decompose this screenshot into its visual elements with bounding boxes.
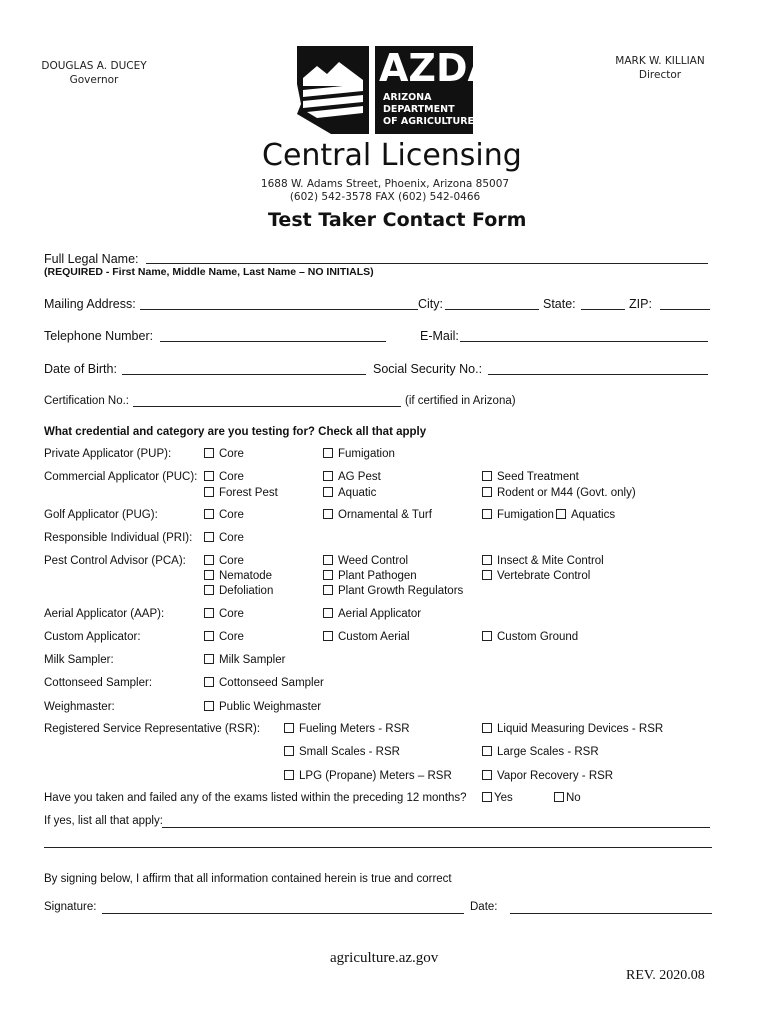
pca-plant-growth-option[interactable]: Plant Growth Regulators: [323, 585, 463, 597]
ssn-field[interactable]: [488, 374, 708, 375]
aap-aerial-option[interactable]: Aerial Applicator: [323, 608, 421, 620]
checkbox[interactable]: [482, 555, 492, 565]
phone: (602) 542-3578 FAX (602) 542-0466: [289, 191, 481, 203]
rsr-liquid-option[interactable]: Liquid Measuring Devices - RSR: [482, 723, 663, 735]
zip-label: ZIP:: [629, 297, 652, 311]
checkbox[interactable]: [204, 487, 214, 497]
date-field[interactable]: [510, 913, 712, 914]
aap-core-option[interactable]: Core: [204, 608, 244, 620]
puc-aquatic-option[interactable]: Aquatic: [323, 487, 376, 499]
checkbox[interactable]: [284, 723, 294, 733]
custom-core-option[interactable]: Core: [204, 631, 244, 643]
milk-option[interactable]: Milk Sampler: [204, 654, 285, 666]
city-label: City:: [418, 297, 443, 311]
pug-core-option[interactable]: Core: [204, 509, 244, 521]
checkbox[interactable]: [204, 570, 214, 580]
governor-title: Governor: [69, 74, 119, 86]
logo-abbrev: AZDA: [379, 46, 497, 90]
checkbox[interactable]: [284, 746, 294, 756]
page-title: Central Licensing: [262, 138, 522, 173]
checkbox[interactable]: [323, 608, 333, 618]
pca-label: Pest Control Advisor (PCA):: [44, 555, 186, 567]
weigh-label: Weighmaster:: [44, 701, 115, 713]
puc-rodent-option[interactable]: Rodent or M44 (Govt. only): [482, 487, 636, 499]
dob-field[interactable]: [122, 374, 366, 375]
if-yes-field[interactable]: [162, 827, 710, 828]
pca-defoliation-option[interactable]: Defoliation: [204, 585, 273, 597]
rsr-vapor-option[interactable]: Vapor Recovery - RSR: [482, 770, 613, 782]
pug-label: Golf Applicator (PUG):: [44, 509, 158, 521]
pri-label: Responsible Individual (PRI):: [44, 532, 193, 544]
affirm-text: By signing below, I affirm that all information contained herein is true and correct: [44, 873, 452, 885]
if-yes-label: If yes, list all that apply:: [44, 815, 163, 827]
credential-question: What credential and category are you testing for? Check all that apply: [44, 426, 427, 438]
yes-option[interactable]: Yes: [482, 792, 513, 804]
cert-field[interactable]: [133, 406, 401, 407]
failed-question: Have you taken and failed any of the exams listed within the preceding 12 months?: [44, 792, 467, 804]
signature-label: Signature:: [44, 901, 97, 913]
checkbox[interactable]: [323, 555, 333, 565]
puc-core-option[interactable]: Core: [204, 471, 244, 483]
logo-line2: DEPARTMENT: [383, 104, 455, 115]
checkbox[interactable]: [323, 448, 333, 458]
telephone-field[interactable]: [160, 341, 386, 342]
checkbox[interactable]: [556, 509, 566, 519]
signature-field[interactable]: [102, 913, 464, 914]
rsr-lpg-option[interactable]: LPG (Propane) Meters – RSR: [284, 770, 452, 782]
address: 1688 W. Adams Street, Phoenix, Arizona 85007: [260, 178, 510, 190]
pug-ornamental-option[interactable]: Ornamental & Turf: [323, 509, 432, 521]
governor-name: DOUGLAS A. DUCEY: [41, 60, 147, 72]
director-name: MARK W. KILLIAN: [615, 55, 705, 67]
checkbox[interactable]: [204, 509, 214, 519]
rsr-small-scales-option[interactable]: Small Scales - RSR: [284, 746, 400, 758]
checkbox[interactable]: [323, 487, 333, 497]
checkbox[interactable]: [482, 746, 492, 756]
checkbox[interactable]: [204, 448, 214, 458]
rsr-label: Registered Service Representative (RSR):: [44, 723, 261, 735]
puc-ag-pest-option[interactable]: AG Pest: [323, 471, 381, 483]
date-label: Date:: [470, 901, 498, 913]
checkbox[interactable]: [204, 701, 214, 711]
milk-label: Milk Sampler:: [44, 654, 114, 666]
full-name-note: (REQUIRED - First Name, Middle Name, Last Name – NO INITIALS): [44, 266, 374, 278]
director-title: Director: [638, 69, 682, 81]
pca-core-option[interactable]: Core: [204, 555, 244, 567]
checkbox[interactable]: [482, 792, 492, 802]
email-field[interactable]: [460, 341, 708, 342]
email-label: E-Mail:: [420, 329, 459, 343]
logo-line1: ARIZONA: [383, 92, 432, 103]
checkbox[interactable]: [204, 654, 214, 664]
checkbox[interactable]: [204, 608, 214, 618]
state-field[interactable]: [581, 309, 625, 310]
checkbox[interactable]: [482, 471, 492, 481]
telephone-label: Telephone Number:: [44, 329, 154, 343]
weigh-option[interactable]: Public Weighmaster: [204, 701, 321, 713]
checkbox[interactable]: [482, 487, 492, 497]
full-name-label: Full Legal Name:: [44, 252, 139, 266]
checkbox[interactable]: [323, 570, 333, 580]
rsr-large-scales-option[interactable]: Large Scales - RSR: [482, 746, 599, 758]
checkbox[interactable]: [323, 585, 333, 595]
revision: REV. 2020.08: [626, 968, 705, 983]
pca-insect-mite-option[interactable]: Insect & Mite Control: [482, 555, 604, 567]
checkbox[interactable]: [482, 631, 492, 641]
checkbox[interactable]: [204, 532, 214, 542]
cert-note: (if certified in Arizona): [405, 395, 516, 407]
pca-nematode-option[interactable]: Nematode: [204, 570, 272, 582]
puc-forest-pest-option[interactable]: Forest Pest: [204, 487, 278, 499]
checkbox[interactable]: [482, 770, 492, 780]
pup-fumigation-option[interactable]: Fumigation: [323, 448, 395, 460]
zip-field[interactable]: [660, 309, 710, 310]
pup-label: Private Applicator (PUP):: [44, 448, 172, 460]
if-yes-field-line2[interactable]: [44, 847, 712, 848]
checkbox[interactable]: [204, 471, 214, 481]
dob-label: Date of Birth:: [44, 362, 117, 376]
state-label: State:: [543, 297, 576, 311]
pca-vertebrate-option[interactable]: Vertebrate Control: [482, 570, 590, 582]
mailing-field[interactable]: [140, 309, 418, 310]
no-option[interactable]: No: [554, 792, 581, 804]
custom-label: Custom Applicator:: [44, 631, 141, 643]
rsr-fueling-option[interactable]: Fueling Meters - RSR: [284, 723, 410, 735]
pca-plant-pathogen-option[interactable]: Plant Pathogen: [323, 570, 417, 582]
pup-core-option[interactable]: Core: [204, 448, 244, 460]
ssn-label: Social Security No.:: [373, 362, 483, 376]
checkbox[interactable]: [323, 631, 333, 641]
form-title: Test Taker Contact Form: [268, 209, 527, 231]
pug-aquatics-option[interactable]: Aquatics: [556, 509, 615, 521]
azda-logo: [293, 44, 497, 136]
puc-seed-treatment-option[interactable]: Seed Treatment: [482, 471, 579, 483]
checkbox[interactable]: [554, 792, 564, 802]
checkbox[interactable]: [284, 770, 294, 780]
checkbox[interactable]: [204, 631, 214, 641]
checkbox[interactable]: [482, 509, 492, 519]
full-name-field[interactable]: [146, 263, 708, 264]
pri-core-option[interactable]: Core: [204, 532, 244, 544]
checkbox[interactable]: [482, 723, 492, 733]
pca-weed-control-option[interactable]: Weed Control: [323, 555, 408, 567]
checkbox[interactable]: [323, 471, 333, 481]
checkbox[interactable]: [204, 585, 214, 595]
mailing-label: Mailing Address:: [44, 297, 136, 311]
logo-line3: OF AGRICULTURE: [383, 116, 475, 127]
cotton-label: Cottonseed Sampler:: [44, 677, 153, 689]
website: agriculture.az.gov: [330, 950, 439, 966]
checkbox[interactable]: [323, 509, 333, 519]
puc-label: Commercial Applicator (PUC):: [44, 471, 198, 483]
city-field[interactable]: [445, 309, 539, 310]
cert-label: Certification No.:: [44, 395, 130, 407]
checkbox[interactable]: [204, 677, 214, 687]
cotton-option[interactable]: Cottonseed Sampler: [204, 677, 324, 689]
aap-label: Aerial Applicator (AAP):: [44, 608, 165, 620]
checkbox[interactable]: [482, 570, 492, 580]
custom-aerial-option[interactable]: Custom Aerial: [323, 631, 410, 643]
pug-fumigation-option[interactable]: Fumigation: [482, 509, 554, 521]
checkbox[interactable]: [204, 555, 214, 565]
custom-ground-option[interactable]: Custom Ground: [482, 631, 578, 643]
